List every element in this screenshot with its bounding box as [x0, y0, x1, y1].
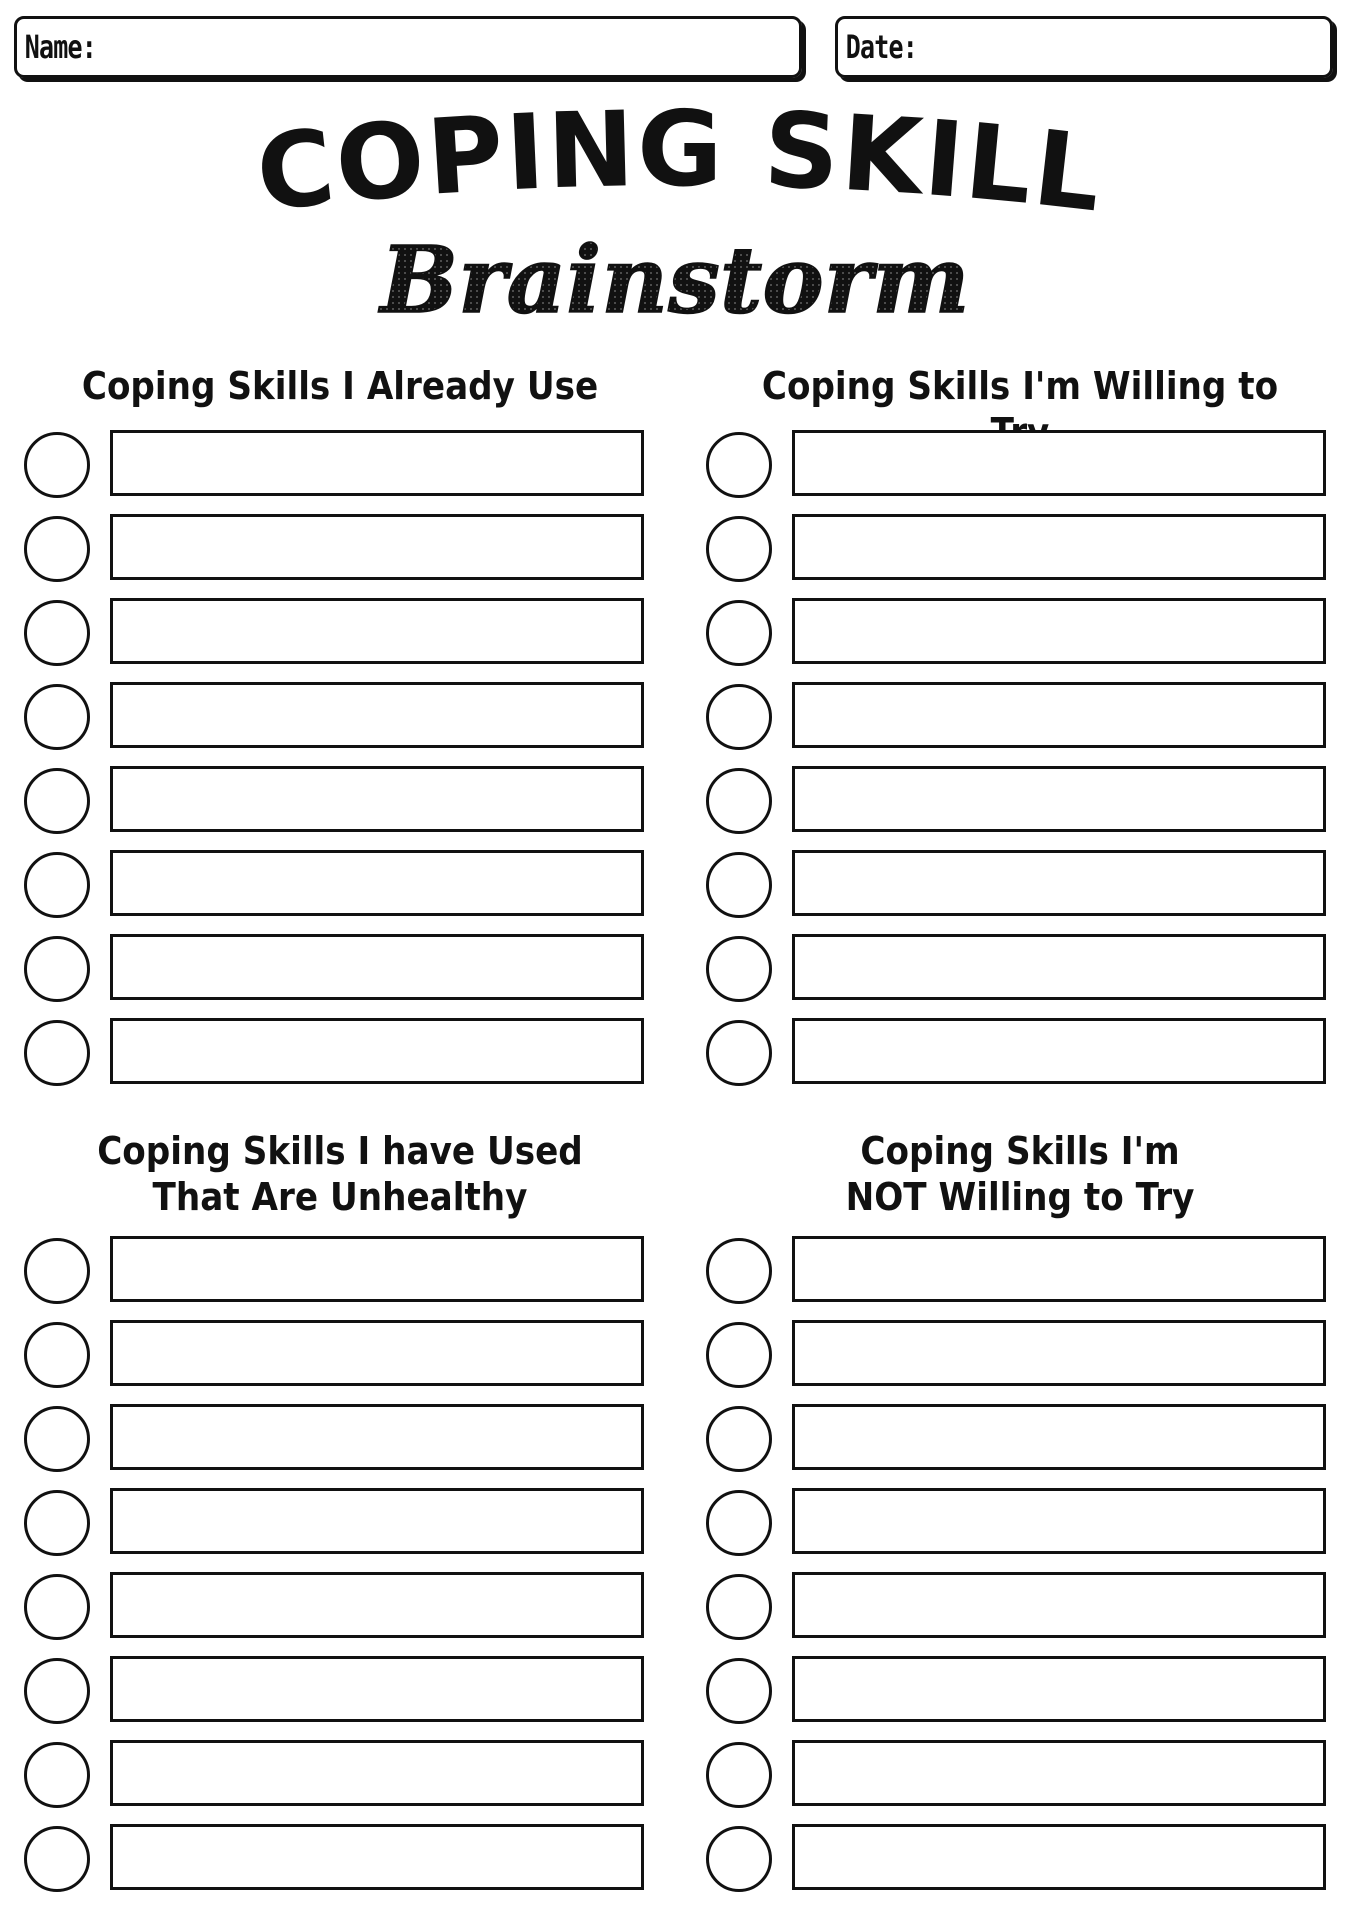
svg-text:COPING SKILL: [251, 90, 1110, 236]
list-item: [706, 430, 1336, 514]
list-not-willing: [706, 1236, 1336, 1908]
checkbox-circle[interactable]: [24, 600, 90, 666]
checkbox-circle[interactable]: [24, 1490, 90, 1556]
list-item: [706, 1572, 1336, 1656]
checkbox-circle[interactable]: [706, 432, 772, 498]
write-in-box[interactable]: [110, 1018, 644, 1084]
checkbox-circle[interactable]: [24, 1020, 90, 1086]
checkbox-circle[interactable]: [706, 600, 772, 666]
worksheet-title: [0, 90, 1350, 350]
name-field: [14, 16, 802, 78]
checkbox-circle[interactable]: [24, 936, 90, 1002]
write-in-box[interactable]: [110, 598, 644, 664]
list-item: [706, 1824, 1336, 1908]
write-in-box[interactable]: [110, 682, 644, 748]
list-item: [24, 1320, 654, 1404]
write-in-box[interactable]: [792, 1824, 1326, 1890]
write-in-box[interactable]: [110, 1656, 644, 1722]
list-item: [24, 1824, 654, 1908]
write-in-box[interactable]: [792, 1488, 1326, 1554]
write-in-box[interactable]: [792, 1320, 1326, 1386]
write-in-box[interactable]: [110, 850, 644, 916]
checkbox-circle[interactable]: [24, 432, 90, 498]
section-title-already-use: Coping Skills I Already Use: [81, 364, 599, 408]
section-title-not-willing: Coping Skills I'm NOT Willing to Try: [845, 1129, 1195, 1219]
write-in-box[interactable]: [792, 430, 1326, 496]
list-item: [706, 1236, 1336, 1320]
checkbox-circle[interactable]: [706, 1490, 772, 1556]
write-in-box[interactable]: [792, 1656, 1326, 1722]
date-label: Date:: [845, 28, 918, 66]
name-label: Name:: [24, 28, 97, 66]
write-in-box[interactable]: [110, 934, 644, 1000]
write-in-box[interactable]: [792, 1404, 1326, 1470]
list-item: [706, 1488, 1336, 1572]
checkbox-circle[interactable]: [24, 516, 90, 582]
list-willing-to-try: [706, 430, 1336, 1102]
list-item: [706, 682, 1336, 766]
checkbox-circle[interactable]: [24, 1238, 90, 1304]
write-in-box[interactable]: [110, 430, 644, 496]
write-in-box[interactable]: [792, 850, 1326, 916]
list-item: [706, 1018, 1336, 1102]
checkbox-circle[interactable]: [706, 1826, 772, 1892]
title-line2: Brainstorm: [380, 226, 970, 334]
list-item: [24, 1236, 654, 1320]
write-in-box[interactable]: [110, 1740, 644, 1806]
write-in-box[interactable]: [792, 514, 1326, 580]
checkbox-circle[interactable]: [706, 516, 772, 582]
list-item: [706, 514, 1336, 598]
list-item: [24, 514, 654, 598]
checkbox-circle[interactable]: [24, 684, 90, 750]
list-item: [24, 430, 654, 514]
list-item: [24, 1404, 654, 1488]
checkbox-circle[interactable]: [706, 684, 772, 750]
checkbox-circle[interactable]: [706, 768, 772, 834]
title-line1: COPING SKILL: [250, 90, 1110, 236]
checkbox-circle[interactable]: [706, 1574, 772, 1640]
list-item: [706, 1320, 1336, 1404]
write-in-box[interactable]: [110, 1236, 644, 1302]
write-in-box[interactable]: [110, 766, 644, 832]
checkbox-circle[interactable]: [706, 1020, 772, 1086]
checkbox-circle[interactable]: [24, 1658, 90, 1724]
checkbox-circle[interactable]: [706, 1742, 772, 1808]
write-in-box[interactable]: [110, 1824, 644, 1890]
list-item: [706, 1404, 1336, 1488]
write-in-box[interactable]: [792, 1572, 1326, 1638]
checkbox-circle[interactable]: [24, 1322, 90, 1388]
list-unhealthy: [24, 1236, 654, 1908]
list-item: [24, 850, 654, 934]
list-item: [24, 934, 654, 1018]
list-item: [24, 682, 654, 766]
write-in-box[interactable]: [792, 1018, 1326, 1084]
write-in-box[interactable]: [110, 1488, 644, 1554]
write-in-box[interactable]: [792, 1236, 1326, 1302]
write-in-box[interactable]: [110, 1404, 644, 1470]
checkbox-circle[interactable]: [24, 1826, 90, 1892]
list-item: [24, 1656, 654, 1740]
section-title-unhealthy: Coping Skills I have Used That Are Unhealthy: [97, 1129, 583, 1219]
name-input[interactable]: [118, 18, 799, 76]
checkbox-circle[interactable]: [706, 852, 772, 918]
list-item: [24, 1740, 654, 1824]
list-item: [706, 1656, 1336, 1740]
write-in-box[interactable]: [110, 514, 644, 580]
checkbox-circle[interactable]: [706, 1322, 772, 1388]
list-item: [706, 766, 1336, 850]
write-in-box[interactable]: [110, 1320, 644, 1386]
checkbox-circle[interactable]: [706, 1406, 772, 1472]
list-item: [706, 934, 1336, 1018]
list-item: [706, 598, 1336, 682]
checkbox-circle[interactable]: [706, 1658, 772, 1724]
write-in-box[interactable]: [792, 1740, 1326, 1806]
checkbox-circle[interactable]: [706, 1238, 772, 1304]
write-in-box[interactable]: [792, 766, 1326, 832]
write-in-box[interactable]: [110, 1572, 644, 1638]
list-item: [706, 850, 1336, 934]
list-item: [24, 598, 654, 682]
checkbox-circle[interactable]: [24, 852, 90, 918]
list-already-use: [24, 430, 654, 1102]
section-title-willing-to-try: Coping Skills I'm Willing to: [761, 364, 1279, 408]
list-item: [24, 766, 654, 850]
write-in-box[interactable]: [792, 682, 1326, 748]
date-field: [835, 16, 1333, 78]
write-in-box[interactable]: [792, 598, 1326, 664]
checkbox-circle[interactable]: [24, 1742, 90, 1808]
checkbox-circle[interactable]: [24, 1574, 90, 1640]
checkbox-circle[interactable]: [24, 768, 90, 834]
checkbox-circle[interactable]: [706, 936, 772, 1002]
list-item: [24, 1488, 654, 1572]
checkbox-circle[interactable]: [24, 1406, 90, 1472]
date-input[interactable]: [939, 18, 1330, 76]
list-item: [24, 1018, 654, 1102]
list-item: [706, 1740, 1336, 1824]
write-in-box[interactable]: [792, 934, 1326, 1000]
list-item: [24, 1572, 654, 1656]
